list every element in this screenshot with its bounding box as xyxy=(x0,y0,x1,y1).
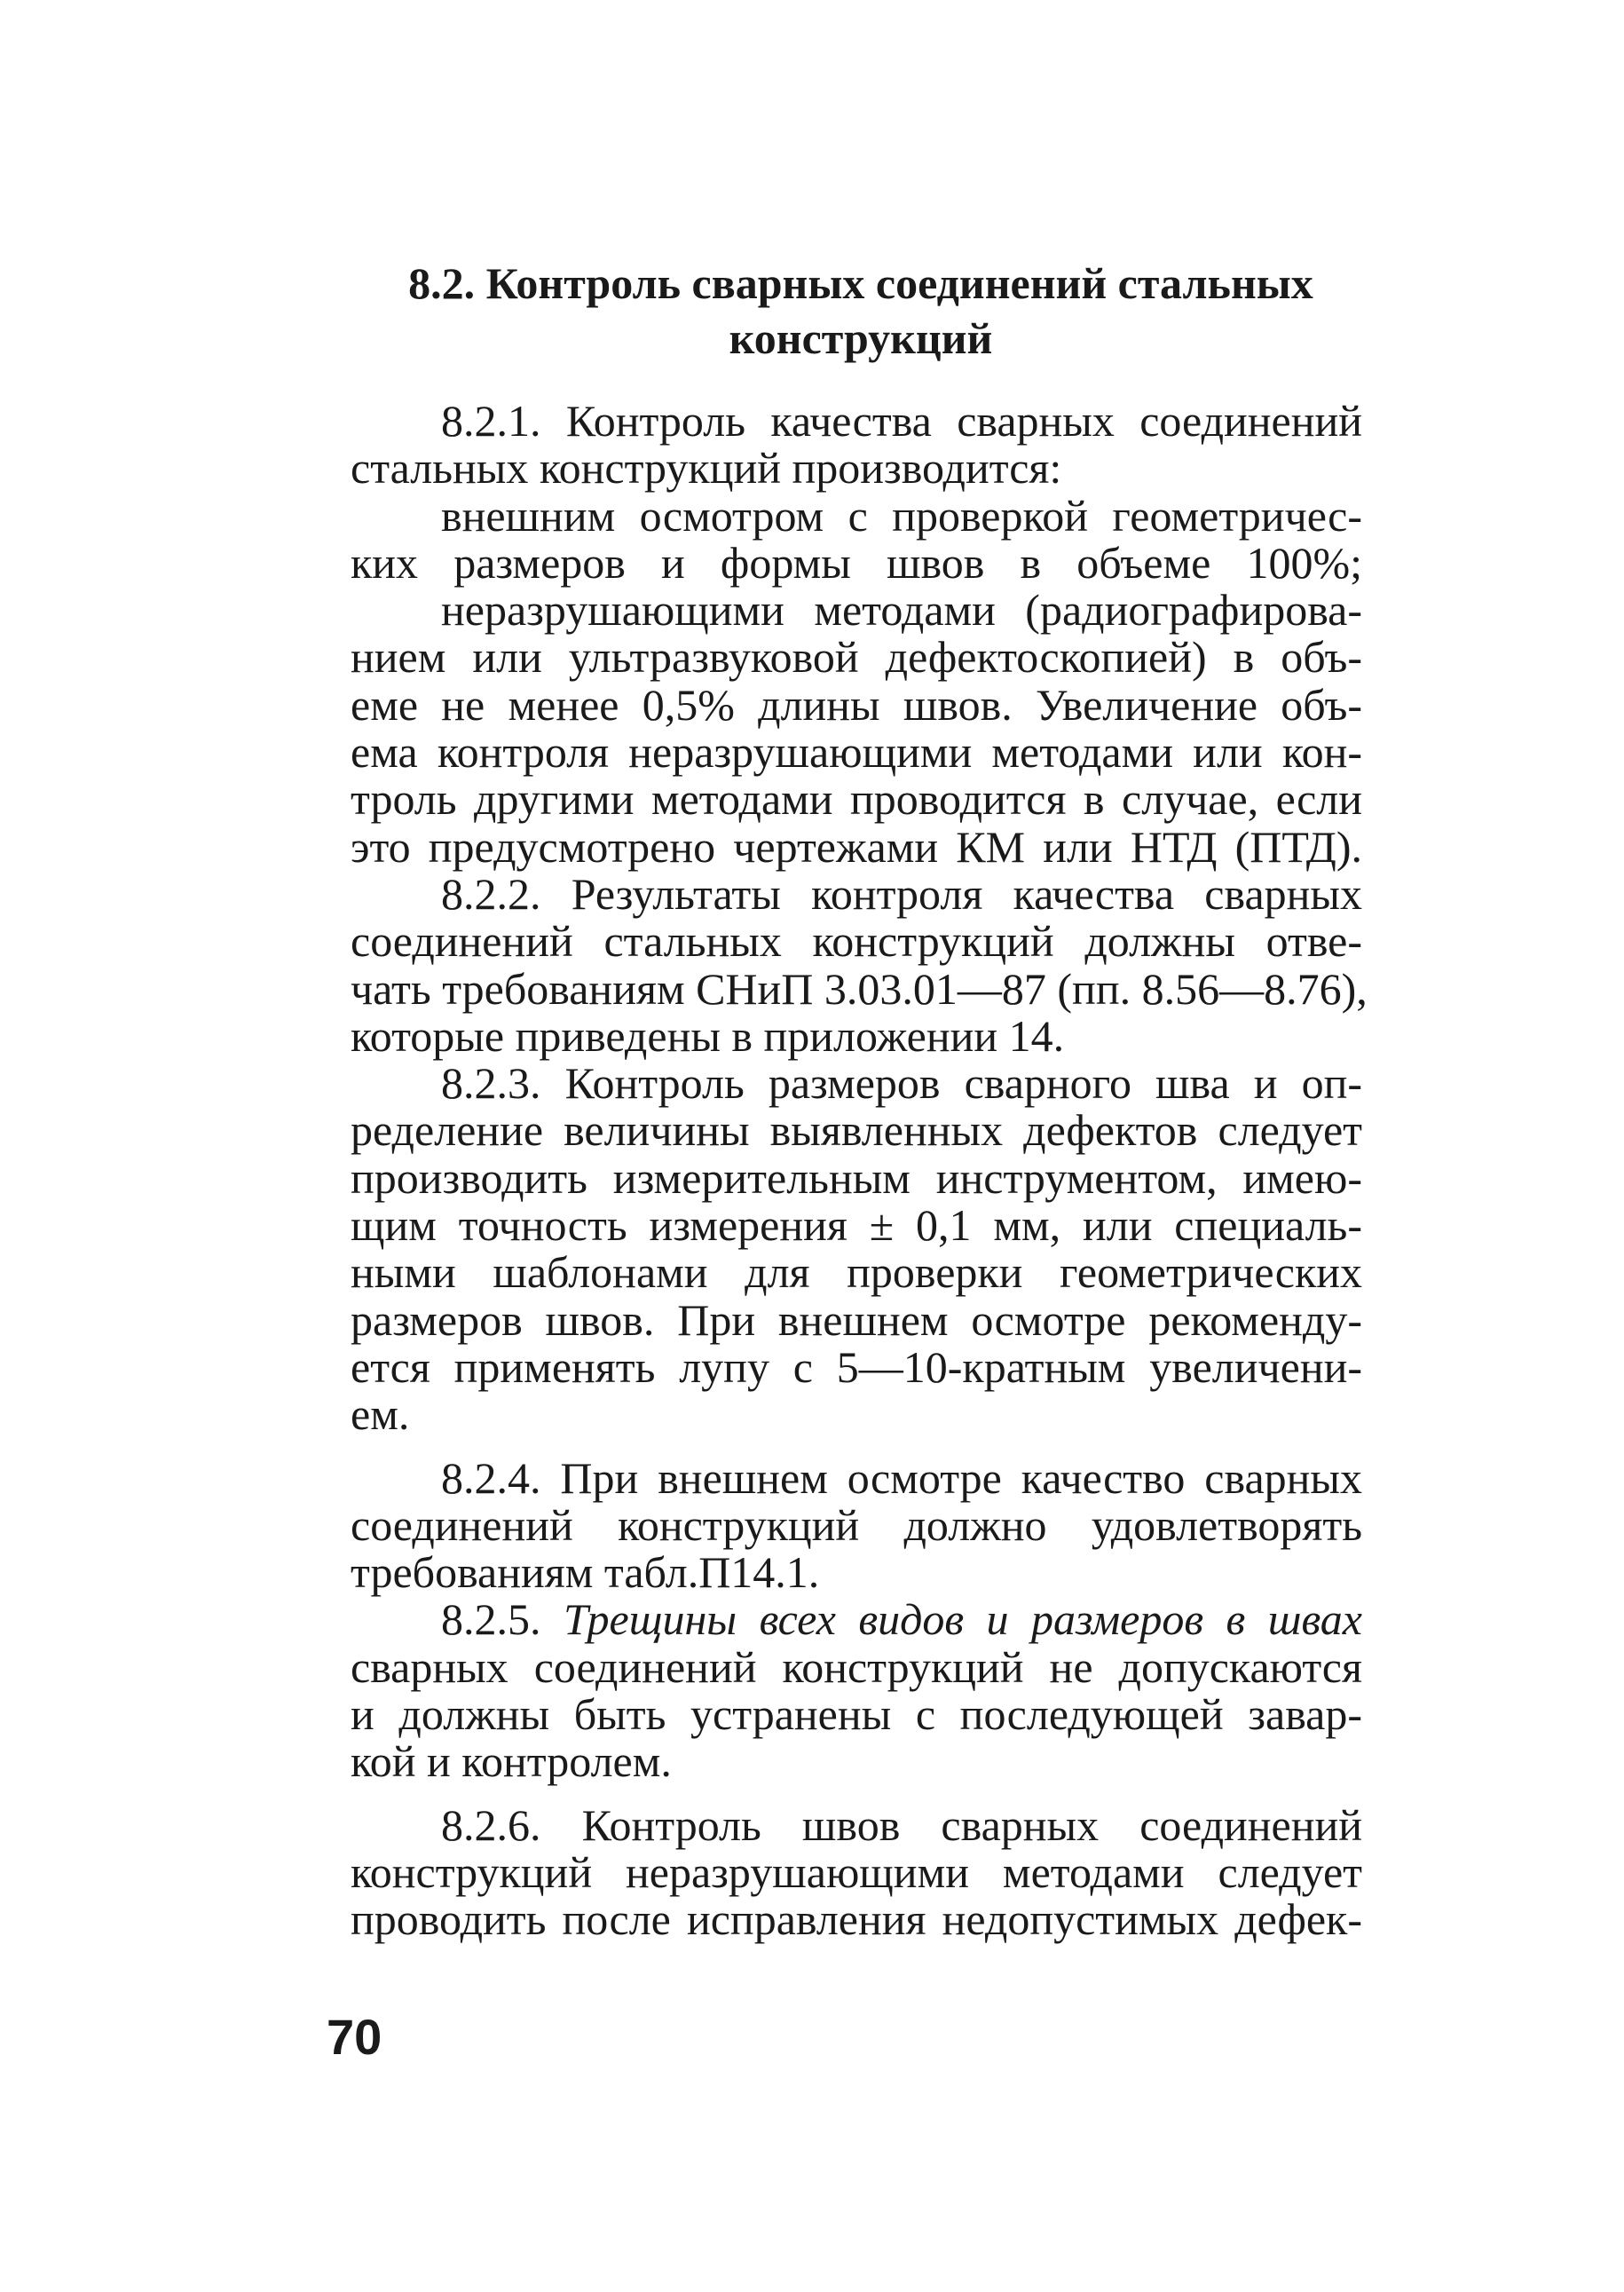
section-heading-line-2: конструкций xyxy=(729,313,993,363)
text-line: чать требованиям СНиП 3.03.01—87 (пп. 8.56—8.76), xyxy=(351,963,1368,1014)
text-line: ема контроля неразрушающими методами или кон- xyxy=(351,727,1362,778)
text-line: 8.2.1. Контроль качества сварных соединений xyxy=(441,396,1362,446)
text-line: щим точность измерения ± 0,1 мм, или специаль- xyxy=(351,1200,1362,1251)
text-line: производить измерительным инструментом, имею- xyxy=(351,1152,1362,1203)
text-line: 8.2.3. Контроль размеров сварного шва и оп- xyxy=(441,1058,1362,1109)
text-line: троль другими методами проводится в случае, если xyxy=(351,774,1362,825)
paragraph-gap xyxy=(351,1439,1362,1455)
text-line: проводить после исправления недопустимых дефек- xyxy=(351,1894,1362,1945)
italic-text: Трещины всех видов и размеров в швах xyxy=(563,1594,1362,1645)
text-line: 8.2.4. При внешнем осмотре качество сварных xyxy=(441,1452,1362,1503)
text-line: 8.2.6. Контроль швов сварных соединений xyxy=(441,1799,1362,1850)
page-number: 70 xyxy=(327,2009,382,2065)
text-line: 8.2.2. Результаты контроля качества сварных xyxy=(441,868,1362,919)
paragraph-gap xyxy=(351,1786,1362,1802)
text-line: и должны быть устранены с последующей завар- xyxy=(351,1689,1362,1740)
text-line: сварных соединений конструкций не допускаются xyxy=(351,1641,1362,1692)
text-line: это предусмотрено чертежами КМ или НТД (ПТД). xyxy=(351,821,1362,872)
text-line xyxy=(351,1596,1362,1643)
section-body xyxy=(351,396,1368,1945)
text-line: требованиям табл.П14.1. xyxy=(351,1547,820,1598)
text-line: еме не менее 0,5% длины швов. Увеличение объ- xyxy=(351,679,1362,730)
text-line: нием или ультразвуковой дефектоскопией) в объ- xyxy=(351,632,1362,683)
text-line: ется применять лупу с 5—10-кратным увеличени- xyxy=(351,1341,1362,1392)
text-line: ными шаблонами для проверки геометрических xyxy=(351,1247,1362,1298)
text-line: неразрушающими методами (радиографирова- xyxy=(441,585,1362,636)
text-line: ких размеров и формы швов в объеме 100%; xyxy=(351,537,1362,588)
text-line: соединений стальных конструкций должны отве- xyxy=(351,916,1362,967)
text-line: размеров швов. При внешнем осмотре рекоменду- xyxy=(351,1294,1362,1345)
text-line: кой и контролем. xyxy=(351,1736,672,1787)
text-line: конструкций неразрушающими методами следует xyxy=(351,1846,1362,1897)
text-line: которые приведены в приложении 14. xyxy=(351,1010,1065,1061)
text-line: стальных конструкций производится: xyxy=(351,443,1062,494)
text-line: соединений конструкций должно удовлетворять xyxy=(351,1499,1362,1550)
text-line: ем. xyxy=(351,1389,410,1440)
section-heading-line-1: 8.2. Контроль сварных соединений стальных xyxy=(408,258,1313,308)
clause-number: 8.2.5. xyxy=(441,1594,564,1645)
text-line: ределение величины выявленных дефектов следует xyxy=(351,1105,1362,1156)
text-line: внешним осмотром с проверкой геометричес- xyxy=(441,490,1362,541)
section-heading xyxy=(346,256,1376,366)
